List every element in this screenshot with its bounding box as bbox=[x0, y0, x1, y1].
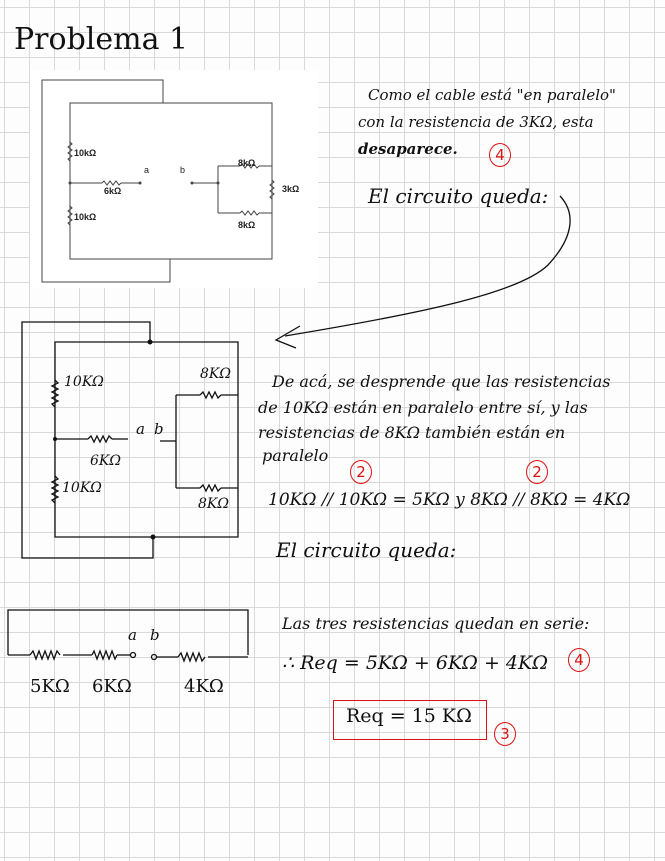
note-2-score-a: 2 bbox=[350, 460, 372, 484]
note-2-line-3: resistencias de 8KΩ también están en bbox=[258, 423, 566, 442]
c3-r1-label: 5KΩ bbox=[30, 676, 70, 697]
c2-r1-label: 10KΩ bbox=[64, 374, 104, 390]
note-2-line-1: De acá, se desprende que las resistencias bbox=[272, 372, 611, 391]
circuit-label-2: El circuito queda: bbox=[276, 538, 457, 562]
result-equation: Req = 15 KΩ bbox=[346, 705, 472, 727]
c3-node-b: b bbox=[150, 626, 160, 644]
c2-r4-label: 8KΩ bbox=[200, 366, 231, 382]
c1-node-b: b bbox=[180, 165, 186, 175]
note-2-line-4: paralelo bbox=[262, 446, 329, 465]
c1-r6-label: 3kΩ bbox=[282, 184, 300, 194]
c3-r3-label: 4KΩ bbox=[184, 676, 224, 697]
c2-r2-label: 6KΩ bbox=[90, 453, 121, 469]
c1-r4-label: 8kΩ bbox=[238, 158, 256, 168]
c2-r3-label: 10KΩ bbox=[62, 480, 102, 496]
note-2-score-b: 2 bbox=[526, 460, 548, 484]
note-1-line-3: desaparece. bbox=[358, 140, 458, 158]
note-3-score: 4 bbox=[568, 648, 590, 672]
c1-r3-label: 10kΩ bbox=[74, 212, 97, 222]
c3-r2-label: 6KΩ bbox=[92, 676, 132, 697]
result-score: 3 bbox=[494, 722, 516, 746]
c1-r1-label: 10kΩ bbox=[74, 148, 97, 158]
c1-r5-label: 8kΩ bbox=[238, 220, 256, 230]
note-2-line-2: de 10KΩ están en paralelo entre sí, y las bbox=[258, 398, 588, 417]
note-1-line-1: Como el cable está "en paralelo" bbox=[368, 86, 616, 104]
note-3-equation: ∴ Req = 5KΩ + 6KΩ + 4KΩ bbox=[282, 652, 548, 674]
note-1-score: 4 bbox=[489, 143, 511, 167]
note-1-line-2: con la resistencia de 3KΩ, esta bbox=[358, 113, 594, 131]
c3-node-a: a bbox=[128, 626, 137, 644]
note-3-line: Las tres resistencias quedan en serie: bbox=[282, 614, 590, 633]
page-title: Problema 1 bbox=[14, 22, 189, 57]
circuit-label-1: El circuito queda: bbox=[368, 184, 549, 208]
c1-r2-label: 6kΩ bbox=[104, 186, 122, 196]
c2-node-b: b bbox=[154, 420, 164, 438]
c2-r5-label: 8KΩ bbox=[198, 496, 229, 512]
c1-node-a: a bbox=[144, 165, 150, 175]
note-2-equation: 10KΩ // 10KΩ = 5KΩ y 8KΩ // 8KΩ = 4KΩ bbox=[268, 490, 631, 510]
c2-node-a: a bbox=[136, 420, 145, 438]
